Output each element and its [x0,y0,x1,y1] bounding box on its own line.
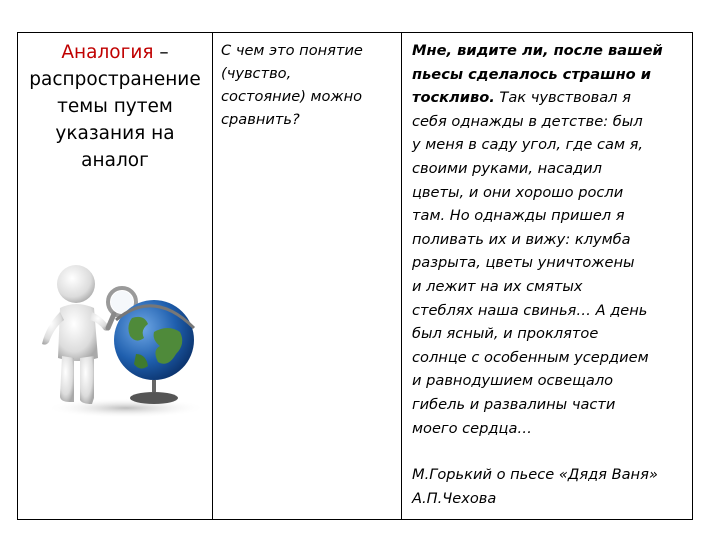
definition-line: аналог [81,150,149,171]
question-line: (чувство, [221,65,292,82]
question-line: состояние) можно [221,88,363,105]
definition-line: указания на [55,123,175,144]
figure-with-globe-illustration [36,258,206,420]
quote-line: себя однажды в детстве: был [412,112,643,130]
term-heading-line [22,39,208,66]
quote-line: у меня в саду угол, где сам я, [412,136,644,154]
term-word: Аналогия [61,42,154,63]
term-cell [18,33,213,520]
attribution-line: А.П.Чехова [412,489,497,507]
definition-line: распространение [29,69,201,90]
question-line: С чем это понятие [221,42,363,59]
globe-icon [114,300,194,404]
term-dash: – [153,42,169,63]
question-line: сравнить? [221,111,300,128]
quote-line: и лежит на их смятых [412,277,583,295]
quote-line: своими руками, насадил [412,159,602,177]
quote-line: стеблях наша свинья… А день [412,301,648,319]
quote-cell [402,33,693,520]
quote-line: разрыта, цветы уничтожены [412,254,635,272]
term-definition [18,33,212,174]
quote-line-mixed: тоскливо. Так чувствовал я [412,89,631,107]
question-cell [213,33,402,520]
quote-line: там. Но однажды пришел я [412,207,625,225]
quote-line: и равнодушием освещало [412,372,614,390]
quote-line-bold: пьесы сделалось страшно и [412,65,652,83]
quote-line: гибель и развалины части [412,395,616,413]
table-row [18,33,693,520]
quote-line: моего сердца… [412,419,532,437]
quote-text [402,33,692,440]
attribution-line: М.Горький о пьесе «Дядя Ваня» [412,466,658,484]
question-text [213,33,401,131]
content-table [17,32,693,520]
definition-line: темы путем [57,96,173,117]
quote-attribution [402,463,692,510]
quote-line: солнце с особенным усердием [412,348,649,366]
quote-line: был ясный, и проклятое [412,325,599,343]
quote-line: поливать их и вижу: клумба [412,230,631,248]
quote-line: цветы, и они хорошо росли [412,183,624,201]
person-figure [42,265,110,404]
quote-line-bold: Мне, видите ли, после вашей [412,42,663,59]
